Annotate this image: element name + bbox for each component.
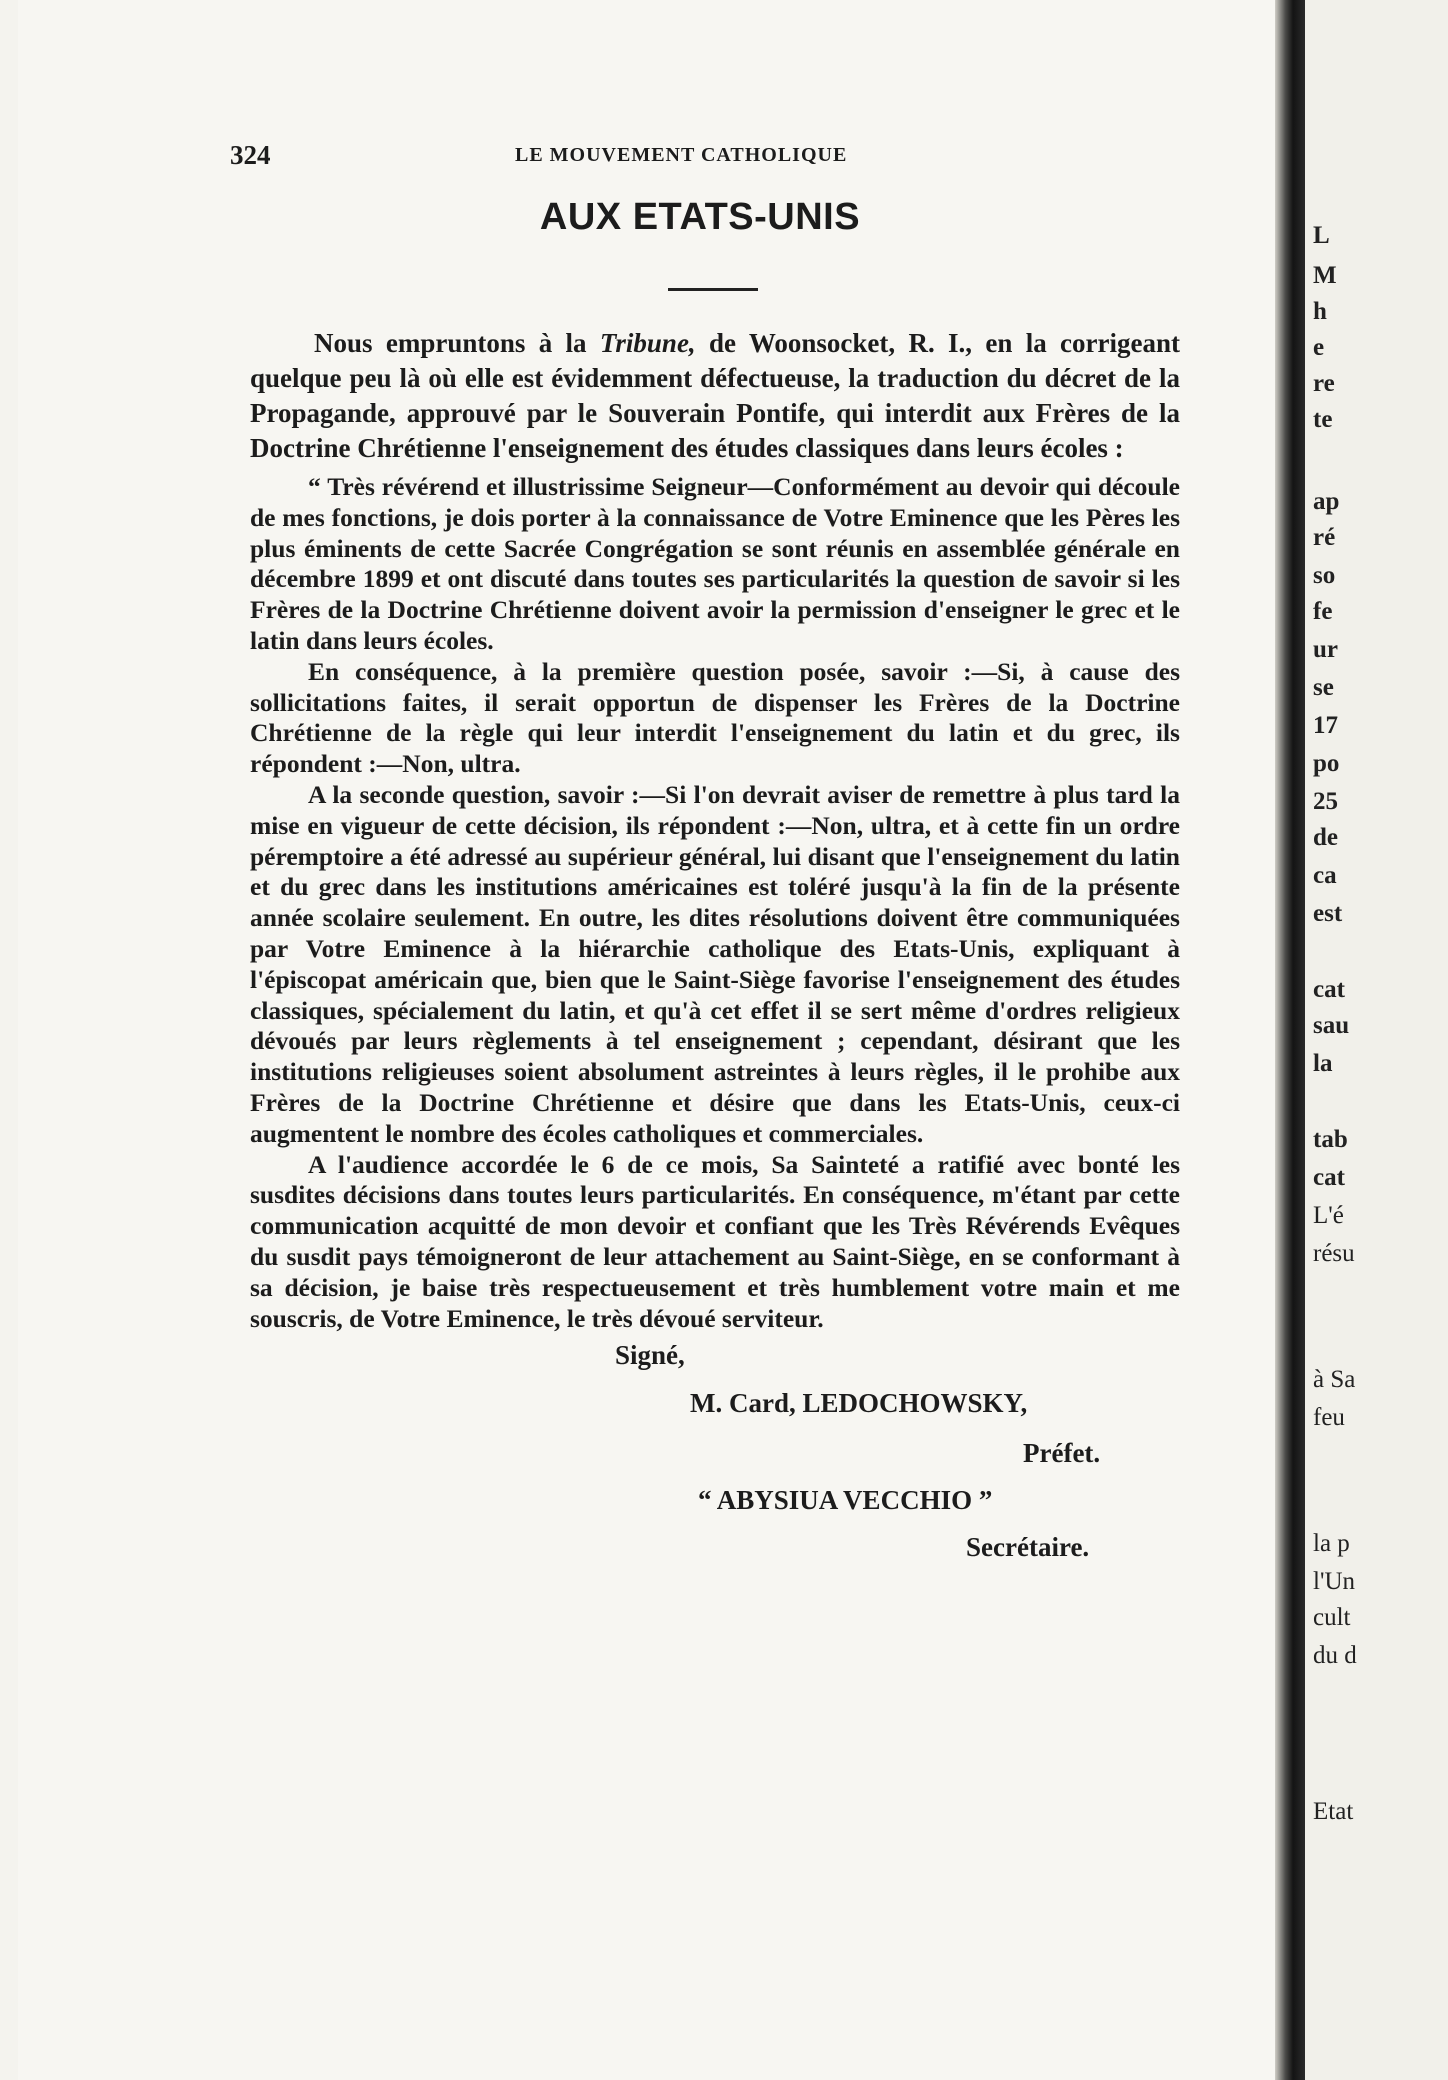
adjacent-fragment: tab xyxy=(1313,1126,1348,1153)
adjacent-fragment: l'Un xyxy=(1313,1568,1356,1595)
page-number: 324 xyxy=(230,140,271,170)
letter-paragraph: A l'audience accordée le 6 de ce mois, Sa Sainteté a ratifié avec bonté les susdites décisions dans toutes leurs particularités. En conséquence, m'étant par cette communication acquitté de mon devoir et confiant que les Très Révérends Evêques du susdit pays témoigneront de leur attachement au Saint-Siège, en se conformant à sa décision, je baise très respectueusement et très humblement votre main et me souscris, de Votre Eminence, le très dévoué serviteur. xyxy=(250,1149,1180,1333)
adjacent-fragment: ap xyxy=(1313,488,1340,515)
title-rule xyxy=(668,288,758,291)
adjacent-fragment: 25 xyxy=(1313,788,1338,815)
adjacent-fragment: cat xyxy=(1313,976,1345,1003)
adjacent-fragment: h xyxy=(1313,298,1327,325)
secretary-name: “ ABYSIUA VECCHIO ” xyxy=(698,1485,993,1516)
adjacent-page-edge xyxy=(1305,0,1448,2080)
adjacent-fragment: L'é xyxy=(1313,1202,1344,1229)
intro-paragraph xyxy=(250,326,1180,466)
publication-name: Tribune, xyxy=(599,328,696,358)
decree-letter xyxy=(250,472,1180,1334)
adjacent-fragment: so xyxy=(1313,562,1336,589)
adjacent-fragment: Etat xyxy=(1313,1798,1354,1825)
running-head: LE MOUVEMENT CATHOLIQUE xyxy=(515,144,848,166)
adjacent-fragment: po xyxy=(1313,750,1340,777)
adjacent-fragment: L xyxy=(1313,222,1330,249)
adjacent-fragment: la p xyxy=(1313,1530,1350,1557)
adjacent-fragment: ur xyxy=(1313,636,1338,663)
adjacent-fragment: la xyxy=(1313,1050,1333,1077)
signatory-title: Préfet. xyxy=(1023,1438,1101,1469)
adjacent-fragment: 17 xyxy=(1313,712,1338,739)
signed-label: Signé, xyxy=(615,1340,685,1371)
adjacent-fragment: M xyxy=(1313,262,1337,289)
adjacent-fragment: e xyxy=(1313,334,1325,361)
signatory-name: M. Card, LEDOCHOWSKY, xyxy=(690,1388,1028,1419)
book-gutter xyxy=(1275,0,1305,2080)
adjacent-fragment: cat xyxy=(1313,1164,1345,1191)
secretary-title: Secrétaire. xyxy=(966,1532,1090,1563)
adjacent-fragment: du d xyxy=(1313,1642,1357,1669)
adjacent-fragment: re xyxy=(1313,370,1335,397)
adjacent-fragment: se xyxy=(1313,674,1334,701)
adjacent-fragment: cult xyxy=(1313,1604,1351,1631)
article-title: AUX ETATS-UNIS xyxy=(539,196,861,238)
adjacent-fragment: est xyxy=(1313,900,1343,927)
article-body xyxy=(250,326,1180,1600)
adjacent-fragment: feu xyxy=(1313,1404,1345,1431)
letter-paragraph: En conséquence, à la première question posée, savoir :—Si, à cause des sollicitations faites, il serait opportun de dispenser les Frères de la Doctrine Chrétienne de la règle qui leur interdit l'enseignement du latin et du grec, ils répondent :—Non, ultra. xyxy=(250,656,1180,779)
adjacent-fragment: de xyxy=(1313,824,1338,851)
intro-text-start: Nous empruntons à la xyxy=(314,328,600,358)
adjacent-fragment: à Sa xyxy=(1313,1366,1356,1393)
adjacent-fragment: sau xyxy=(1313,1012,1350,1039)
adjacent-fragment: ca xyxy=(1313,862,1337,889)
page-header xyxy=(230,140,1170,176)
intro-text-rest: de Woonsocket, R. I., en la corrigeant quelque peu là où elle est évidemment défectueuse, la traduction du décret de la Propagande, approuvé par le Souverain Pontife, qui interdit aux Frères de la Doctrine Chrétienne l'enseignement des études classiques dans leurs écoles : xyxy=(250,328,1181,463)
signature-block xyxy=(250,1340,1180,1600)
adjacent-fragment: te xyxy=(1313,406,1333,433)
adjacent-fragment: résu xyxy=(1313,1240,1355,1267)
letter-paragraph: “ Très révérend et illustrissime Seigneur—Conformément au devoir qui découle de mes fonctions, je dois porter à la connaissance de Votre Eminence que les Pères les plus éminents de cette Sacrée Congrégation se sont réunis en assemblée générale en décembre 1899 et ont discuté dans toutes ses particularités la question de savoir si les Frères de la Doctrine Chrétienne doivent avoir la permission d'enseigner le grec et le latin dans leurs écoles. xyxy=(250,472,1180,655)
letter-paragraph: A la seconde question, savoir :—Si l'on devrait aviser de remettre à plus tard la mise en vigueur de cette décision, ils répondent :—Non, ultra, et à cette fin un ordre péremptoire a été adressé au supérieur général, lui disant que l'enseignement du latin et du grec dans les institutions américaines est toléré jusqu'à la fin de la présente année scolaire seulement. En outre, les dites résolutions doivent être communiquées par Votre Eminence à la hiérarchie catholique des Etats-Unis, expliquant à l'épiscopat américain que, bien que le Saint-Siège favorise l'enseignement des études classiques, spécialement du latin, et qu'à cet effet il se sert même d'ordres religieux dévoués par leurs règlements à tel enseignement ; cependant, désirant que les institutions religieuses soient absolument astreintes à leurs règles, il le prohibe aux Frères de la Doctrine Chrétienne et désire que dans les Etats-Unis, ceux-ci augmentent le nombre des écoles catholiques et commerciales. xyxy=(250,779,1180,1148)
adjacent-fragment: ré xyxy=(1313,524,1336,551)
adjacent-fragment: fe xyxy=(1313,598,1333,625)
